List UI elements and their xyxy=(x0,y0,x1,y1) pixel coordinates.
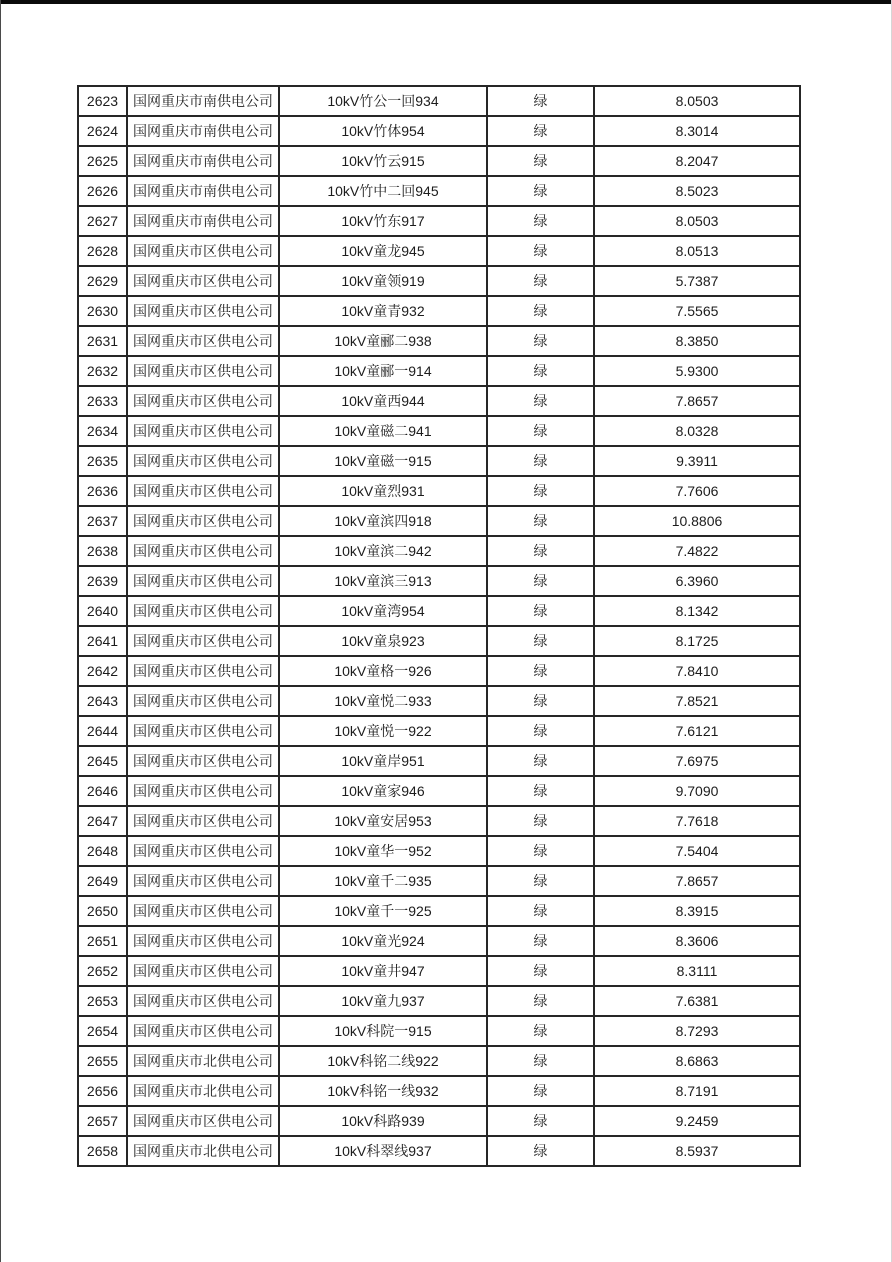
cell-status: 绿 xyxy=(487,356,594,386)
cell-value: 8.1342 xyxy=(594,596,800,626)
cell-company-name: 国网重庆市区供电公司 xyxy=(127,866,279,896)
cell-line-name: 10kV童滨四918 xyxy=(279,506,487,536)
cell-status: 绿 xyxy=(487,476,594,506)
cell-company-name: 国网重庆市区供电公司 xyxy=(127,836,279,866)
cell-line-name: 10kV童悦二933 xyxy=(279,686,487,716)
cell-value: 10.8806 xyxy=(594,506,800,536)
cell-row-number: 2636 xyxy=(78,476,127,506)
table-row xyxy=(78,836,800,866)
cell-value: 8.3111 xyxy=(594,956,800,986)
cell-status: 绿 xyxy=(487,746,594,776)
cell-line-name: 10kV童磁一915 xyxy=(279,446,487,476)
cell-line-name: 10kV童湾954 xyxy=(279,596,487,626)
cell-status: 绿 xyxy=(487,1016,594,1046)
cell-row-number: 2654 xyxy=(78,1016,127,1046)
cell-company-name: 国网重庆市区供电公司 xyxy=(127,596,279,626)
table-row xyxy=(78,866,800,896)
cell-line-name: 10kV童井947 xyxy=(279,956,487,986)
table-row xyxy=(78,236,800,266)
cell-value: 8.5023 xyxy=(594,176,800,206)
table-row xyxy=(78,416,800,446)
table-row xyxy=(78,986,800,1016)
table-row xyxy=(78,86,800,116)
cell-status: 绿 xyxy=(487,116,594,146)
cell-line-name: 10kV科院一915 xyxy=(279,1016,487,1046)
table-row xyxy=(78,746,800,776)
table-row xyxy=(78,956,800,986)
cell-status: 绿 xyxy=(487,566,594,596)
cell-status: 绿 xyxy=(487,536,594,566)
cell-status: 绿 xyxy=(487,686,594,716)
cell-row-number: 2623 xyxy=(78,86,127,116)
cell-value: 8.0503 xyxy=(594,86,800,116)
cell-line-name: 10kV童滨三913 xyxy=(279,566,487,596)
table-row xyxy=(78,926,800,956)
cell-row-number: 2643 xyxy=(78,686,127,716)
table-row xyxy=(78,626,800,656)
cell-status: 绿 xyxy=(487,236,594,266)
table-row xyxy=(78,476,800,506)
cell-value: 9.2459 xyxy=(594,1106,800,1136)
cell-row-number: 2653 xyxy=(78,986,127,1016)
cell-row-number: 2647 xyxy=(78,806,127,836)
table-row xyxy=(78,596,800,626)
cell-value: 8.3606 xyxy=(594,926,800,956)
cell-line-name: 10kV童烈931 xyxy=(279,476,487,506)
cell-line-name: 10kV童滨二942 xyxy=(279,536,487,566)
cell-line-name: 10kV童西944 xyxy=(279,386,487,416)
cell-company-name: 国网重庆市南供电公司 xyxy=(127,206,279,236)
table-row xyxy=(78,266,800,296)
cell-row-number: 2658 xyxy=(78,1136,127,1166)
cell-value: 8.1725 xyxy=(594,626,800,656)
table-row xyxy=(78,806,800,836)
cell-value: 7.8657 xyxy=(594,866,800,896)
cell-line-name: 10kV童千二935 xyxy=(279,866,487,896)
table-row xyxy=(78,296,800,326)
table-row xyxy=(78,1076,800,1106)
cell-value: 8.7293 xyxy=(594,1016,800,1046)
table-row xyxy=(78,176,800,206)
cell-value: 7.6381 xyxy=(594,986,800,1016)
cell-value: 7.5565 xyxy=(594,296,800,326)
cell-row-number: 2630 xyxy=(78,296,127,326)
table-row xyxy=(78,446,800,476)
cell-status: 绿 xyxy=(487,446,594,476)
cell-status: 绿 xyxy=(487,176,594,206)
cell-status: 绿 xyxy=(487,836,594,866)
cell-value: 7.8410 xyxy=(594,656,800,686)
cell-status: 绿 xyxy=(487,416,594,446)
cell-status: 绿 xyxy=(487,656,594,686)
cell-company-name: 国网重庆市区供电公司 xyxy=(127,896,279,926)
cell-company-name: 国网重庆市区供电公司 xyxy=(127,1016,279,1046)
table-row xyxy=(78,686,800,716)
cell-line-name: 10kV童泉923 xyxy=(279,626,487,656)
table-row xyxy=(78,326,800,356)
cell-line-name: 10kV童磁二941 xyxy=(279,416,487,446)
cell-status: 绿 xyxy=(487,1046,594,1076)
cell-row-number: 2651 xyxy=(78,926,127,956)
cell-status: 绿 xyxy=(487,926,594,956)
cell-company-name: 国网重庆市区供电公司 xyxy=(127,926,279,956)
cell-line-name: 10kV童龙945 xyxy=(279,236,487,266)
cell-status: 绿 xyxy=(487,146,594,176)
cell-company-name: 国网重庆市区供电公司 xyxy=(127,746,279,776)
cell-company-name: 国网重庆市区供电公司 xyxy=(127,296,279,326)
cell-status: 绿 xyxy=(487,806,594,836)
cell-row-number: 2635 xyxy=(78,446,127,476)
cell-company-name: 国网重庆市区供电公司 xyxy=(127,566,279,596)
cell-status: 绿 xyxy=(487,776,594,806)
table-row xyxy=(78,536,800,566)
cell-line-name: 10kV童光924 xyxy=(279,926,487,956)
cell-row-number: 2627 xyxy=(78,206,127,236)
cell-company-name: 国网重庆市区供电公司 xyxy=(127,266,279,296)
cell-company-name: 国网重庆市北供电公司 xyxy=(127,1136,279,1166)
cell-value: 7.8657 xyxy=(594,386,800,416)
table-row xyxy=(78,566,800,596)
cell-row-number: 2637 xyxy=(78,506,127,536)
power-line-table xyxy=(77,85,801,1167)
cell-company-name: 国网重庆市区供电公司 xyxy=(127,446,279,476)
table-row xyxy=(78,776,800,806)
cell-line-name: 10kV童格一926 xyxy=(279,656,487,686)
cell-row-number: 2649 xyxy=(78,866,127,896)
cell-row-number: 2624 xyxy=(78,116,127,146)
table-row xyxy=(78,656,800,686)
cell-line-name: 10kV童千一925 xyxy=(279,896,487,926)
cell-row-number: 2625 xyxy=(78,146,127,176)
cell-row-number: 2645 xyxy=(78,746,127,776)
cell-status: 绿 xyxy=(487,266,594,296)
cell-value: 7.7606 xyxy=(594,476,800,506)
cell-company-name: 国网重庆市区供电公司 xyxy=(127,956,279,986)
cell-company-name: 国网重庆市区供电公司 xyxy=(127,476,279,506)
cell-value: 8.0503 xyxy=(594,206,800,236)
cell-company-name: 国网重庆市南供电公司 xyxy=(127,176,279,206)
cell-status: 绿 xyxy=(487,296,594,326)
cell-value: 8.7191 xyxy=(594,1076,800,1106)
page-top-edge-bar xyxy=(1,0,891,4)
cell-line-name: 10kV竹中二回945 xyxy=(279,176,487,206)
cell-row-number: 2633 xyxy=(78,386,127,416)
cell-value: 5.9300 xyxy=(594,356,800,386)
cell-status: 绿 xyxy=(487,386,594,416)
cell-value: 8.2047 xyxy=(594,146,800,176)
cell-company-name: 国网重庆市区供电公司 xyxy=(127,986,279,1016)
cell-status: 绿 xyxy=(487,506,594,536)
table-row xyxy=(78,1046,800,1076)
cell-status: 绿 xyxy=(487,986,594,1016)
cell-company-name: 国网重庆市区供电公司 xyxy=(127,236,279,266)
cell-line-name: 10kV童郦二938 xyxy=(279,326,487,356)
cell-row-number: 2634 xyxy=(78,416,127,446)
cell-line-name: 10kV童安居953 xyxy=(279,806,487,836)
cell-company-name: 国网重庆市区供电公司 xyxy=(127,326,279,356)
cell-value: 8.0328 xyxy=(594,416,800,446)
cell-row-number: 2629 xyxy=(78,266,127,296)
cell-status: 绿 xyxy=(487,86,594,116)
cell-company-name: 国网重庆市区供电公司 xyxy=(127,626,279,656)
cell-line-name: 10kV童郦一914 xyxy=(279,356,487,386)
cell-value: 8.3014 xyxy=(594,116,800,146)
table-row xyxy=(78,206,800,236)
cell-row-number: 2657 xyxy=(78,1106,127,1136)
cell-value: 8.3850 xyxy=(594,326,800,356)
cell-value: 8.3915 xyxy=(594,896,800,926)
cell-company-name: 国网重庆市区供电公司 xyxy=(127,806,279,836)
cell-row-number: 2626 xyxy=(78,176,127,206)
cell-value: 6.3960 xyxy=(594,566,800,596)
cell-row-number: 2640 xyxy=(78,596,127,626)
cell-company-name: 国网重庆市区供电公司 xyxy=(127,686,279,716)
cell-line-name: 10kV童九937 xyxy=(279,986,487,1016)
table-row xyxy=(78,1016,800,1046)
cell-status: 绿 xyxy=(487,1106,594,1136)
cell-row-number: 2650 xyxy=(78,896,127,926)
cell-line-name: 10kV科铭二线922 xyxy=(279,1046,487,1076)
cell-status: 绿 xyxy=(487,956,594,986)
cell-value: 9.3911 xyxy=(594,446,800,476)
cell-company-name: 国网重庆市南供电公司 xyxy=(127,146,279,176)
cell-row-number: 2644 xyxy=(78,716,127,746)
cell-value: 7.8521 xyxy=(594,686,800,716)
table-row xyxy=(78,506,800,536)
cell-company-name: 国网重庆市区供电公司 xyxy=(127,386,279,416)
cell-value: 9.7090 xyxy=(594,776,800,806)
cell-value: 7.5404 xyxy=(594,836,800,866)
cell-company-name: 国网重庆市区供电公司 xyxy=(127,506,279,536)
table-row xyxy=(78,716,800,746)
cell-row-number: 2656 xyxy=(78,1076,127,1106)
cell-status: 绿 xyxy=(487,206,594,236)
cell-row-number: 2646 xyxy=(78,776,127,806)
cell-line-name: 10kV童家946 xyxy=(279,776,487,806)
cell-company-name: 国网重庆市区供电公司 xyxy=(127,656,279,686)
cell-row-number: 2628 xyxy=(78,236,127,266)
cell-value: 5.7387 xyxy=(594,266,800,296)
cell-value: 8.5937 xyxy=(594,1136,800,1166)
cell-row-number: 2641 xyxy=(78,626,127,656)
cell-status: 绿 xyxy=(487,1136,594,1166)
cell-row-number: 2639 xyxy=(78,566,127,596)
cell-company-name: 国网重庆市北供电公司 xyxy=(127,1046,279,1076)
cell-line-name: 10kV竹体954 xyxy=(279,116,487,146)
cell-status: 绿 xyxy=(487,326,594,356)
cell-line-name: 10kV童青932 xyxy=(279,296,487,326)
cell-value: 7.6975 xyxy=(594,746,800,776)
cell-status: 绿 xyxy=(487,866,594,896)
table-row xyxy=(78,146,800,176)
cell-value: 7.4822 xyxy=(594,536,800,566)
table-row xyxy=(78,896,800,926)
table-body xyxy=(78,86,800,1166)
cell-row-number: 2655 xyxy=(78,1046,127,1076)
cell-company-name: 国网重庆市区供电公司 xyxy=(127,776,279,806)
cell-status: 绿 xyxy=(487,596,594,626)
cell-line-name: 10kV竹云915 xyxy=(279,146,487,176)
cell-company-name: 国网重庆市南供电公司 xyxy=(127,86,279,116)
cell-company-name: 国网重庆市区供电公司 xyxy=(127,416,279,446)
cell-row-number: 2632 xyxy=(78,356,127,386)
cell-line-name: 10kV竹东917 xyxy=(279,206,487,236)
cell-value: 8.6863 xyxy=(594,1046,800,1076)
cell-row-number: 2652 xyxy=(78,956,127,986)
cell-value: 7.6121 xyxy=(594,716,800,746)
table-row xyxy=(78,1106,800,1136)
table-row xyxy=(78,1136,800,1166)
cell-row-number: 2631 xyxy=(78,326,127,356)
cell-value: 8.0513 xyxy=(594,236,800,266)
cell-status: 绿 xyxy=(487,1076,594,1106)
cell-company-name: 国网重庆市区供电公司 xyxy=(127,716,279,746)
cell-line-name: 10kV科铭一线932 xyxy=(279,1076,487,1106)
cell-company-name: 国网重庆市区供电公司 xyxy=(127,1106,279,1136)
cell-row-number: 2648 xyxy=(78,836,127,866)
table-row xyxy=(78,116,800,146)
cell-company-name: 国网重庆市南供电公司 xyxy=(127,116,279,146)
cell-company-name: 国网重庆市北供电公司 xyxy=(127,1076,279,1106)
cell-row-number: 2642 xyxy=(78,656,127,686)
cell-status: 绿 xyxy=(487,896,594,926)
cell-line-name: 10kV科翠线937 xyxy=(279,1136,487,1166)
cell-company-name: 国网重庆市区供电公司 xyxy=(127,536,279,566)
cell-line-name: 10kV童华一952 xyxy=(279,836,487,866)
cell-line-name: 10kV童领919 xyxy=(279,266,487,296)
cell-status: 绿 xyxy=(487,716,594,746)
cell-line-name: 10kV竹公一回934 xyxy=(279,86,487,116)
cell-line-name: 10kV童悦一922 xyxy=(279,716,487,746)
table-row xyxy=(78,356,800,386)
cell-company-name: 国网重庆市区供电公司 xyxy=(127,356,279,386)
cell-line-name: 10kV科路939 xyxy=(279,1106,487,1136)
table-row xyxy=(78,386,800,416)
cell-row-number: 2638 xyxy=(78,536,127,566)
cell-line-name: 10kV童岸951 xyxy=(279,746,487,776)
cell-value: 7.7618 xyxy=(594,806,800,836)
cell-status: 绿 xyxy=(487,626,594,656)
